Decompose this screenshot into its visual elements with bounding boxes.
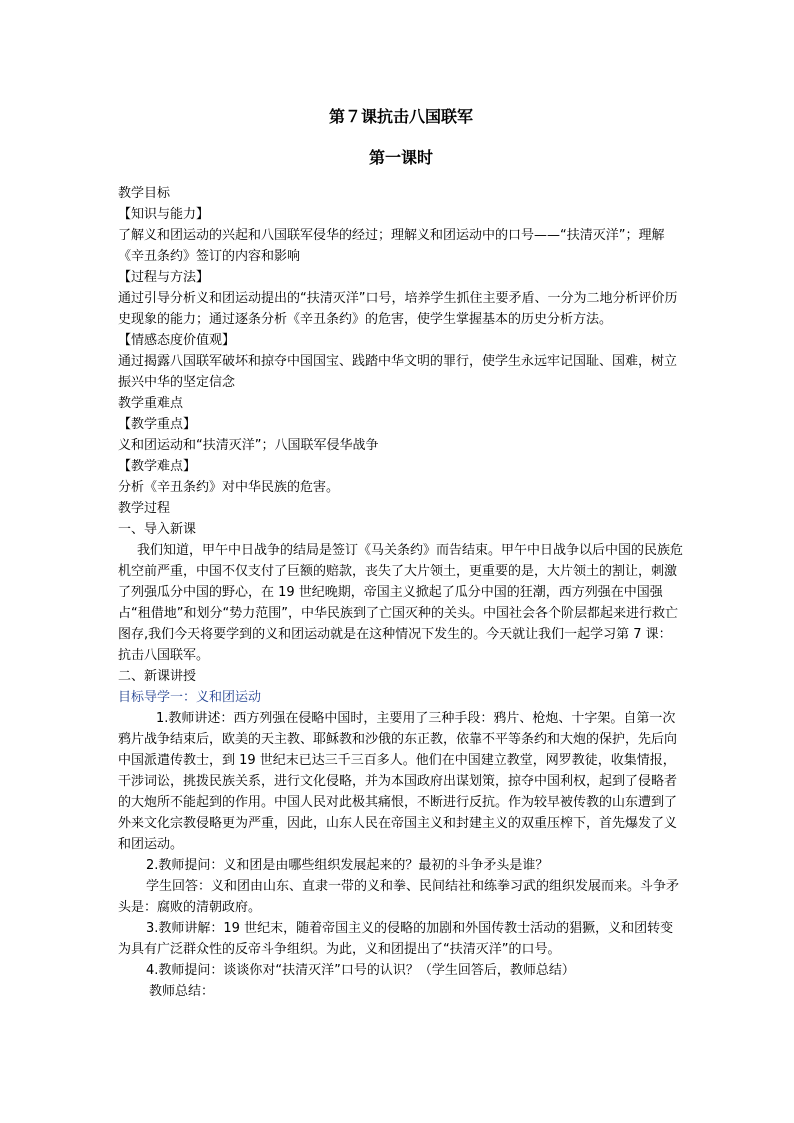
process-heading: 【过程与方法】 bbox=[118, 270, 210, 285]
lesson-title: 第７课抗击八国联军 bbox=[328, 107, 473, 126]
teacher-question-4: 4.教师提问：谈谈你对“扶清灭洋”口号的认识？（学生回答后，教师总结） bbox=[146, 963, 575, 978]
emotion-heading: 【情感态度价值观】 bbox=[118, 333, 236, 348]
lesson-subtitle: 第一课时 bbox=[368, 148, 433, 167]
knowledge-heading: 【知识与能力】 bbox=[118, 207, 210, 222]
process-main-heading: 教学过程 bbox=[118, 501, 171, 516]
difficulty-heading: 教学重难点 bbox=[118, 396, 184, 411]
knowledge-text: 了解义和团运动的兴起和八国联军侵华的经过；理解义和团运动中的口号——“扶清灭洋”；理解《辛丑条约》签订的内容和影响 bbox=[118, 228, 665, 264]
student-answer-2: 学生回答：义和团由山东、直隶一带的义和拳、民间结社和练拳习武的组织发展而来。斗争矛头是：腐败的清朝政府。 bbox=[118, 879, 680, 915]
teacher-summary: 教师总结： bbox=[149, 984, 215, 999]
emotion-text: 通过揭露八国联军破坏和掠夺中国国宝、践踏中华文明的罪行，使学生永远牢记国耻、国难，树立振兴中华的坚定信念 bbox=[118, 354, 678, 390]
hard-heading: 【教学难点】 bbox=[118, 459, 197, 474]
process-text: 通过引导分析义和团运动提出的“扶清灭洋”口号，培养学生抓住主要矛盾、一分为二地分析评价历史现象的能力；通过逐条分析《辛丑条约》的危害，使学生掌握基本的历史分析方法。 bbox=[118, 291, 678, 327]
key-heading: 【教学重点】 bbox=[118, 417, 197, 432]
intro-heading: 一、导入新课 bbox=[118, 522, 197, 537]
document-body bbox=[118, 183, 684, 1002]
intro-text: 我们知道，甲午中日战争的结局是签订《马关条约》而告结束。甲午中日战争以后中国的民族危机空前严重，中国不仅支付了巨额的赔款，丧失了大片领土，更重要的是，大片领土的割让，刺激了列强瓜分中国的野心，在 19 世纪晚期，帝国主义掀起了瓜分中国的狂潮，西方列强在中国强占“租借地”和划分“势力范围”，中华民族到了亡国灭种的关头。中国社会各个阶层都起来进行救亡图存,我们今天将要学到的义和团运动就是在这种情况下发生的。今天就让我们一起学习第 7 课：抗击八国联军。 bbox=[118, 543, 684, 663]
goals-heading: 教学目标 bbox=[118, 186, 171, 201]
teacher-explain-3: 3.教师讲解：19 世纪末，随着帝国主义的侵略的加剧和外国传教士活动的猖獗，义和团转变为具有广泛群众性的反帝斗争组织。为此，义和团提出了“扶清灭洋”的口号。 bbox=[118, 921, 674, 957]
hard-text: 分析《辛丑条约》对中华民族的危害。 bbox=[118, 480, 340, 495]
key-text: 义和团运动和“扶清灭洋”；八国联军侵华战争 bbox=[118, 438, 379, 453]
new-lesson-heading: 二、新课讲授 bbox=[118, 669, 197, 684]
target-heading: 目标导学一：义和团运动 bbox=[118, 690, 262, 705]
teacher-narration-1: 1.教师讲述：西方列强在侵略中国时，主要用了三种手段：鸦片、枪炮、十字架。自第一次鸦片战争结束后，欧美的天主教、耶稣教和沙俄的东正教，依靠不平等条约和大炮的保护，先后向中国派遣传教士，到 19 世纪末已达三千三百多人。他们在中国建立教堂，网罗教徒，收集情报，干涉词讼，挑拨民族关系，进行文化侵略，并为本国政府出谋划策，掠夺中国利权，起到了侵略者的大炮所不能起到的作用。中国人民对此极其痛恨，不断进行反抗。作为较早被传教的山东遭到了外来文化宗教侵略更为严重，因此，山东人民在帝国主义和封建主义的双重压榨下，首先爆发了义和团运动。 bbox=[118, 711, 678, 852]
teacher-question-2: 2.教师提问：义和团是由哪些组织发展起来的？最初的斗争矛头是谁？ bbox=[146, 858, 549, 873]
